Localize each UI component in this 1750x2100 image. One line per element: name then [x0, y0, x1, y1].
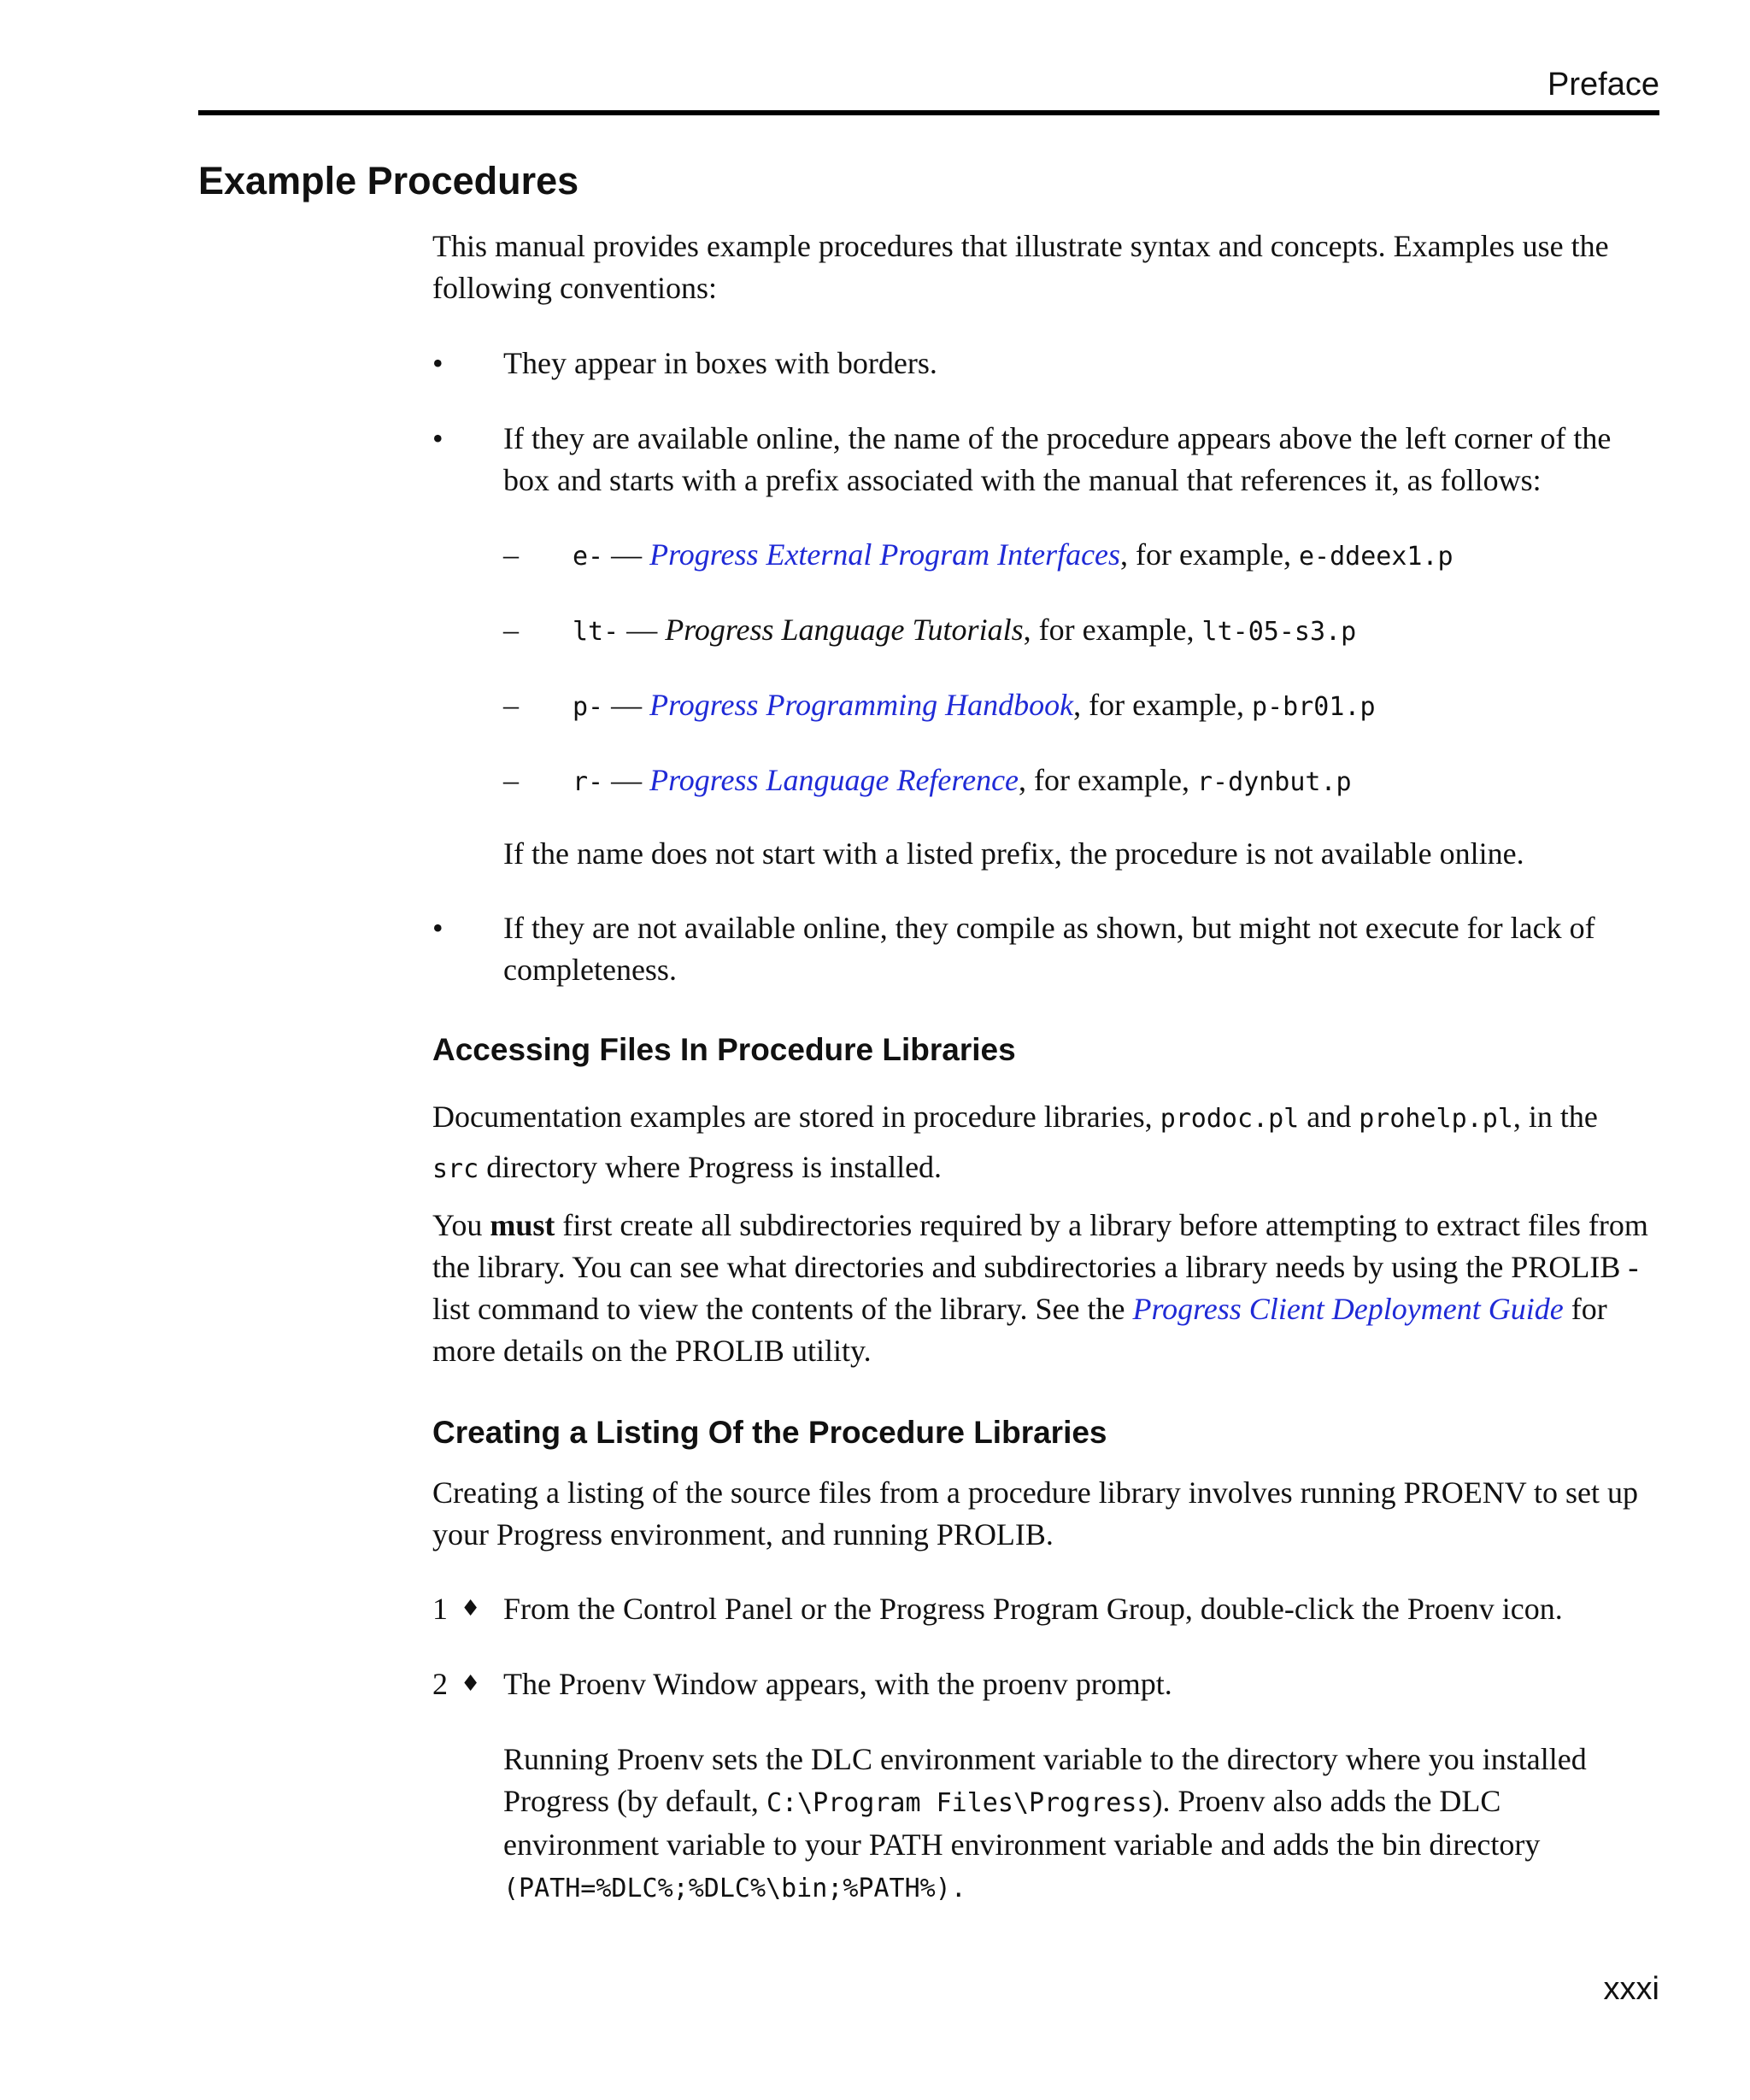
proenv-note	[503, 1739, 1659, 1909]
running-header: Preface	[1547, 67, 1659, 103]
text-run: first create all subdirectories required by a library before attempting to extract files from the library. You can see what directories and subdirectories a library needs by using the PROLIB -list command to view the contents of the library. See the	[432, 1208, 1648, 1326]
subsection-heading: Accessing Files In Procedure Libraries	[432, 1032, 1016, 1067]
prefix-code: e-	[573, 542, 604, 572]
text-run: for more details on the PROLIB utility.	[432, 1292, 1607, 1368]
text-run: , in the	[1512, 1100, 1598, 1134]
subsection-heading: Creating a Listing Of the Procedure Libraries	[432, 1415, 1107, 1450]
bullet-mark: •	[432, 911, 443, 945]
dash-mark: –	[503, 763, 519, 797]
prefix-code: lt-	[573, 617, 620, 647]
install-path: C:\Program Files\Progress	[766, 1788, 1153, 1818]
example-filename: p-br01.p	[1252, 692, 1376, 722]
step-text: The Proenv Window appears, with the proenv prompt.	[503, 1667, 1172, 1701]
deployment-guide-link[interactable]: Progress Client Deployment Guide	[1132, 1292, 1564, 1326]
page-number: xxxi	[1603, 1971, 1659, 2007]
example-filename: r-dynbut.p	[1196, 767, 1352, 797]
em-dash: —	[603, 537, 650, 572]
bullet-mark: •	[432, 346, 443, 380]
intro-paragraph: This manual provides example procedures that illustrate syntax and concepts. Examples use the following conventions:	[432, 229, 1609, 305]
section-title: Example Procedures	[198, 159, 579, 202]
manual-title: Progress Language Tutorials	[665, 613, 1024, 647]
for-example-text: , for example,	[1120, 537, 1299, 572]
bullet-text: If they are not available online, they compile as shown, but might not execute for lack of completeness.	[503, 911, 1595, 987]
manual-link[interactable]: Progress Programming Handbook	[649, 688, 1074, 722]
dash-mark: –	[503, 688, 519, 722]
diamond-icon: ♦	[461, 1596, 481, 1622]
not-listed-note: If the name does not start with a listed prefix, the procedure is not available online.	[503, 836, 1524, 871]
manual-link[interactable]: Progress Language Reference	[649, 763, 1019, 797]
path-setting: (PATH=%DLC%;%DLC%\bin;%PATH%).	[503, 1874, 966, 1903]
library-filename: prodoc.pl	[1160, 1104, 1300, 1134]
example-filename: e-ddeex1.p	[1298, 542, 1453, 572]
bullet-text: They appear in boxes with borders.	[503, 346, 937, 380]
text-run: You	[432, 1208, 490, 1242]
text-run: ). Proenv also adds the DLC environment variable to your PATH environment variable and adds the bin directory	[503, 1784, 1541, 1862]
example-filename: lt-05-s3.p	[1201, 617, 1357, 647]
directory-name: src	[432, 1154, 479, 1184]
for-example-text: , for example,	[1073, 688, 1253, 722]
em-dash: —	[619, 613, 666, 647]
dash-mark: –	[503, 613, 519, 647]
listing-intro: Creating a listing of the source files from a procedure library involves running PROENV to set up your Progress environment, and running PROLIB.	[432, 1475, 1639, 1552]
em-dash: —	[603, 763, 650, 797]
for-example-text: , for example,	[1019, 763, 1197, 797]
em-dash: —	[603, 688, 650, 722]
dash-mark: –	[503, 537, 519, 572]
library-filename: prohelp.pl	[1359, 1104, 1513, 1134]
step-number: 2	[432, 1667, 448, 1701]
text-run: directory where Progress is installed.	[479, 1150, 943, 1184]
step-number: 1	[432, 1592, 448, 1626]
prefix-code: r-	[573, 767, 604, 797]
diamond-icon: ♦	[461, 1671, 481, 1697]
step-text: From the Control Panel or the Progress Program Group, double-click the Proenv icon.	[503, 1592, 1563, 1626]
bullet-text: If they are available online, the name of the procedure appears above the left corner of the box and starts with a prefix associated with the manual that references it, as follows:	[503, 421, 1612, 497]
manual-link[interactable]: Progress External Program Interfaces	[649, 537, 1121, 572]
header-rule	[198, 110, 1659, 115]
text-run: Documentation examples are stored in procedure libraries,	[432, 1100, 1160, 1134]
for-example-text: , for example,	[1023, 613, 1202, 647]
bullet-mark: •	[432, 421, 443, 455]
text-run: Running Proenv sets the DLC environment variable to the directory where you installed Progress (by default,	[503, 1742, 1587, 1818]
subdirectories-paragraph	[432, 1205, 1659, 1372]
prefix-code: p-	[573, 692, 604, 722]
emphasis-text: must	[490, 1208, 555, 1242]
text-run: and	[1299, 1100, 1359, 1134]
libraries-paragraph	[432, 1093, 1659, 1194]
